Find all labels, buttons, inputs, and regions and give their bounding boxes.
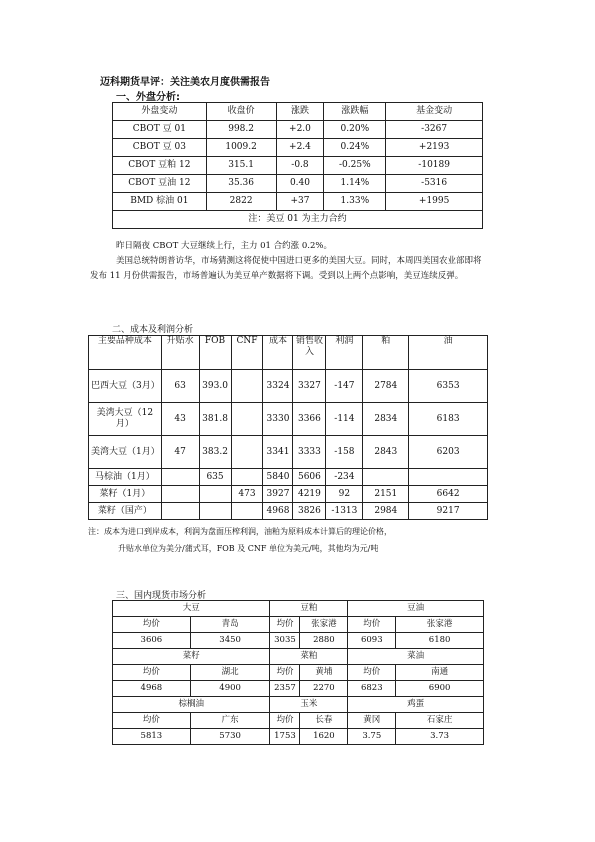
commodity-name-row: [113, 649, 484, 665]
table-cell: 巴西大豆（3月）: [89, 370, 162, 403]
table-cell: 3330: [263, 403, 293, 436]
table-cell: 黄埔: [300, 665, 348, 681]
table-cell: 均价: [113, 617, 191, 633]
table-cell: 92: [326, 486, 363, 503]
table-row: [89, 436, 488, 469]
table-cell: 2151: [363, 486, 409, 503]
commodity-name: 鸡蛋: [348, 697, 484, 713]
section2-heading: 二、成本及利润分析: [112, 325, 194, 335]
table-row: [89, 503, 488, 520]
table-cell: 3927: [263, 486, 293, 503]
table-cell: 美湾大豆（1月）: [89, 436, 162, 469]
table-cell: +37: [276, 193, 324, 211]
table-row: [113, 175, 483, 193]
section2-note-1: 注：成本为进口到岸成本，利润为盘面压榨利润，油粕为原料成本计算后的理论价格，: [88, 527, 392, 536]
table-cell: +2.4: [276, 139, 324, 157]
table-cell: 3.73: [396, 729, 484, 745]
table-cell: 47: [161, 436, 199, 469]
header-cell: 涨跌: [276, 103, 324, 121]
table-cell: -0.8: [276, 157, 324, 175]
section1-heading: 一、外盘分析:: [116, 92, 180, 103]
table-cell: [161, 503, 199, 520]
table-cell: 均价: [113, 665, 191, 681]
table-cell: 张家港: [396, 617, 484, 633]
table-cell: 0.24%: [324, 139, 386, 157]
commodity-name: 豆粕: [270, 601, 348, 617]
price-value-row: [113, 729, 484, 745]
table-cell: 998.2: [206, 121, 276, 139]
table-cell: 南通: [396, 665, 484, 681]
spot-market-table: [112, 600, 484, 745]
table-cell: 2880: [300, 633, 348, 649]
table-cell: 均价: [348, 665, 396, 681]
price-value-row: [113, 633, 484, 649]
table-cell: 1.33%: [324, 193, 386, 211]
table-cell: 0.20%: [324, 121, 386, 139]
table-cell: 6353: [409, 370, 488, 403]
commodity-name: 菜籽: [113, 649, 270, 665]
commodity-name: 大豆: [113, 601, 270, 617]
table-row: [89, 403, 488, 436]
table-cell: 2843: [363, 436, 409, 469]
paragraph-1: 昨日隔夜 CBOT 大豆继续上行，主力 01 合约涨 0.2%。: [116, 241, 332, 251]
table-cell: 473: [231, 486, 263, 503]
table-cell: 3450: [190, 633, 270, 649]
table-cell: [231, 403, 263, 436]
table-cell: 马棕油（1月）: [89, 469, 162, 486]
table-cell: -10189: [386, 157, 483, 175]
table-cell: 35.36: [206, 175, 276, 193]
table-row: [113, 193, 483, 211]
table-cell: BMD 棕油 01: [113, 193, 207, 211]
table-cell: 0.40: [276, 175, 324, 193]
table-cell: 63: [161, 370, 199, 403]
price-label-row: [113, 617, 484, 633]
table-cell: 6900: [396, 681, 484, 697]
commodity-name-row: [113, 697, 484, 713]
header-cell: CNF: [231, 336, 263, 370]
table-cell: [231, 469, 263, 486]
table-row: [113, 121, 483, 139]
table-cell: -3267: [386, 121, 483, 139]
table-cell: [231, 436, 263, 469]
table-cell: 5813: [113, 729, 191, 745]
table-cell: 3341: [263, 436, 293, 469]
table-cell: 9217: [409, 503, 488, 520]
table-cell: 美湾大豆（12月）: [89, 403, 162, 436]
table-cell: [161, 486, 199, 503]
table-cell: 6823: [348, 681, 396, 697]
table-cell: 湖北: [190, 665, 270, 681]
table-cell: -158: [326, 436, 363, 469]
table-cell: 4968: [263, 503, 293, 520]
table-cell: 均价: [270, 665, 300, 681]
header-cell: 升贴水: [161, 336, 199, 370]
table-cell: 3366: [293, 403, 326, 436]
table-cell: -147: [326, 370, 363, 403]
header-cell: 基金变动: [386, 103, 483, 121]
header-cell: 涨跌幅: [324, 103, 386, 121]
table-cell: 2984: [363, 503, 409, 520]
table-cell: CBOT 豆粕 12: [113, 157, 207, 175]
commodity-name-row: [113, 601, 484, 617]
table-cell: 315.1: [206, 157, 276, 175]
table-cell: 381.8: [199, 403, 231, 436]
table-cell: 6183: [409, 403, 488, 436]
table-cell: [231, 503, 263, 520]
table-cell: +1995: [386, 193, 483, 211]
price-label-row: [113, 665, 484, 681]
table-row: [89, 370, 488, 403]
table-cell: CBOT 豆 03: [113, 139, 207, 157]
table-cell: 5730: [190, 729, 270, 745]
table-cell: [409, 469, 488, 486]
table-cell: 383.2: [199, 436, 231, 469]
header-cell: 外盘变动: [113, 103, 207, 121]
table-cell: +2193: [386, 139, 483, 157]
table-cell: 均价: [270, 617, 300, 633]
table-cell: [161, 469, 199, 486]
header-cell: 成本: [263, 336, 293, 370]
table-cell: [231, 370, 263, 403]
table-cell: 张家港: [300, 617, 348, 633]
table-cell: 2834: [363, 403, 409, 436]
table-cell: 均价: [270, 713, 300, 729]
table-cell: -5316: [386, 175, 483, 193]
page-title: 迈科期货早评：关注美农月度供需报告: [100, 77, 270, 88]
table-cell: CBOT 豆油 12: [113, 175, 207, 193]
table-cell: 3324: [263, 370, 293, 403]
table-cell: [199, 503, 231, 520]
table-cell: 黄冈: [348, 713, 396, 729]
commodity-name: 菜油: [348, 649, 484, 665]
table-cell: 广东: [190, 713, 270, 729]
price-label-row: [113, 713, 484, 729]
table-cell: -1313: [326, 503, 363, 520]
table-cell: [199, 486, 231, 503]
table-cell: -114: [326, 403, 363, 436]
table-cell: 4219: [293, 486, 326, 503]
table-cell: 5606: [293, 469, 326, 486]
table-header-row: [89, 336, 488, 370]
table-cell: 菜籽（国产）: [89, 503, 162, 520]
table-cell: 6093: [348, 633, 396, 649]
table-cell: 石家庄: [396, 713, 484, 729]
table-row: [89, 469, 488, 486]
table-note: 注：美豆 01 为主力合约: [113, 211, 483, 229]
cost-profit-table: [88, 335, 488, 520]
foreign-market-table: [112, 102, 483, 229]
table-cell: 1009.2: [206, 139, 276, 157]
commodity-name: 豆油: [348, 601, 484, 617]
table-cell: 3826: [293, 503, 326, 520]
table-cell: 2270: [300, 681, 348, 697]
paragraph-2: 美国总统特朗普访华，市场猜测这将促使中国进口更多的美国大豆。同时，本周四美国农业部即将发布 11 月份供需报告，市场普遍认为美豆单产数据将下调。受到以上两个点影响，美豆连续反弹。: [90, 256, 482, 281]
table-cell: 4900: [190, 681, 270, 697]
table-cell: 3606: [113, 633, 191, 649]
table-cell: +2.0: [276, 121, 324, 139]
table-cell: 青岛: [190, 617, 270, 633]
table-cell: 菜籽（1月）: [89, 486, 162, 503]
table-cell: CBOT 豆 01: [113, 121, 207, 139]
table-cell: 3035: [270, 633, 300, 649]
table-cell: 2784: [363, 370, 409, 403]
table-cell: 均价: [348, 617, 396, 633]
table-cell: -0.25%: [324, 157, 386, 175]
commodity-name: 玉米: [270, 697, 348, 713]
table-cell: 1620: [300, 729, 348, 745]
table-cell: 6642: [409, 486, 488, 503]
table-note-row: [113, 211, 483, 229]
header-cell: FOB: [199, 336, 231, 370]
table-cell: 6203: [409, 436, 488, 469]
table-header-row: [113, 103, 483, 121]
table-cell: 3327: [293, 370, 326, 403]
section2-note-2: 升贴水单位为美分/蒲式耳，FOB 及 CNF 单位为美元/吨，其他均为元/吨: [118, 544, 379, 553]
table-cell: 均价: [113, 713, 191, 729]
table-cell: 3333: [293, 436, 326, 469]
table-row: [113, 157, 483, 175]
table-cell: 43: [161, 403, 199, 436]
section3-heading: 三、国内现货市场分析: [116, 591, 207, 601]
commodity-name: 棕榈油: [113, 697, 270, 713]
table-cell: 长春: [300, 713, 348, 729]
commodity-name: 菜粕: [270, 649, 348, 665]
table-cell: 6180: [396, 633, 484, 649]
table-cell: 393.0: [199, 370, 231, 403]
header-cell: 收盘价: [206, 103, 276, 121]
header-cell: 销售收入: [293, 336, 326, 370]
header-cell: 主要品种成本: [89, 336, 162, 370]
table-cell: 1753: [270, 729, 300, 745]
header-cell: 油: [409, 336, 488, 370]
table-cell: 3.75: [348, 729, 396, 745]
table-cell: 5840: [263, 469, 293, 486]
table-cell: [363, 469, 409, 486]
table-row: [113, 139, 483, 157]
header-cell: 粕: [363, 336, 409, 370]
table-cell: 4968: [113, 681, 191, 697]
table-cell: 2357: [270, 681, 300, 697]
table-cell: 1.14%: [324, 175, 386, 193]
table-cell: -234: [326, 469, 363, 486]
table-cell: 2822: [206, 193, 276, 211]
price-value-row: [113, 681, 484, 697]
table-cell: 635: [199, 469, 231, 486]
table-row: [89, 486, 488, 503]
header-cell: 利润: [326, 336, 363, 370]
